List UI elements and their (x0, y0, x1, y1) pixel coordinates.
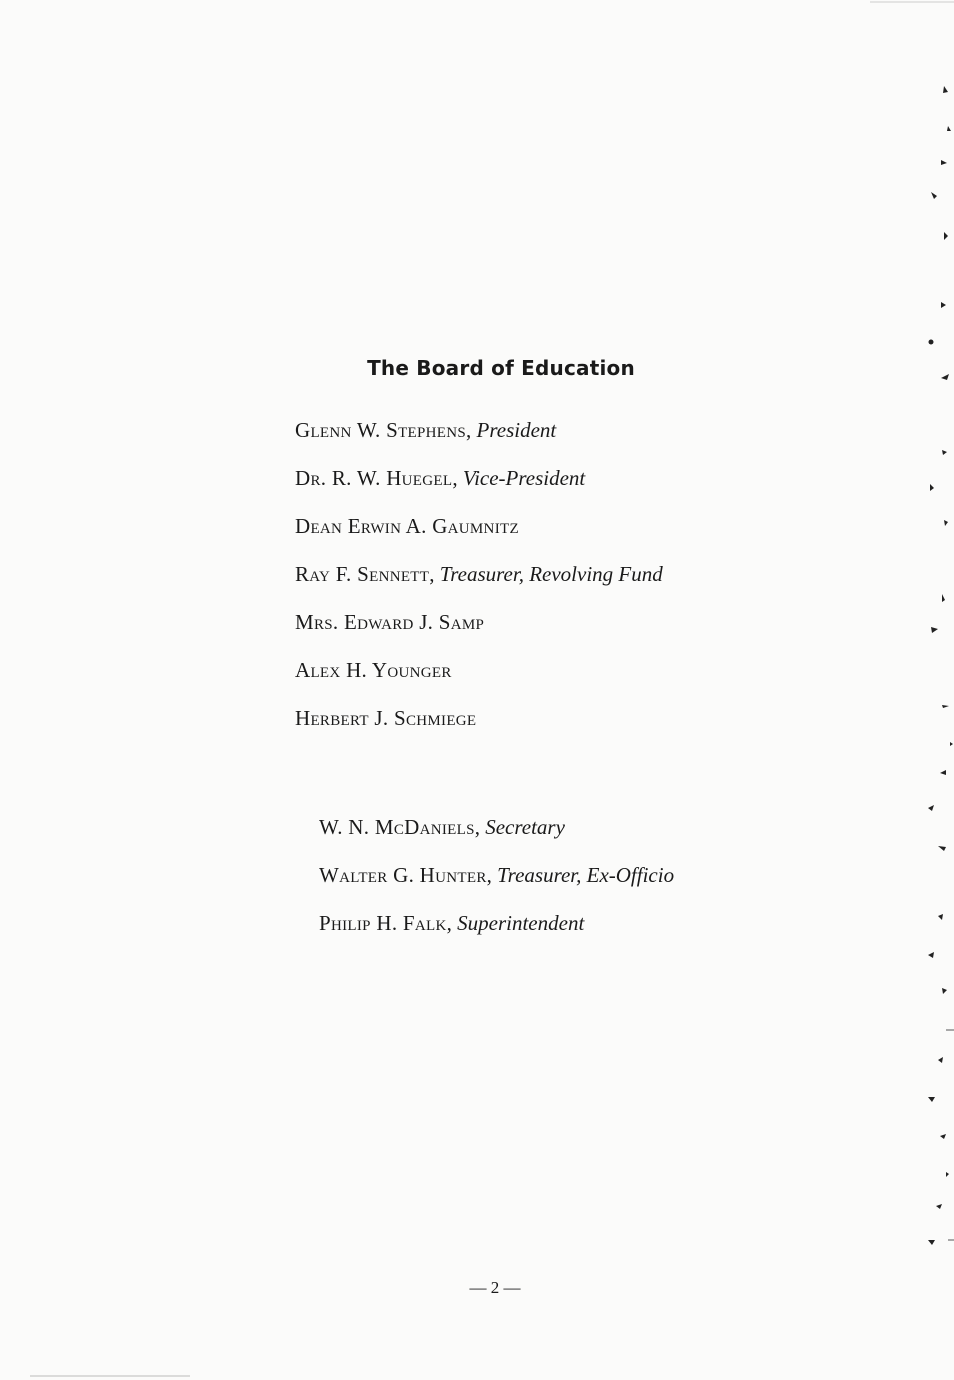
member-name: Herbert J. Schmiege (295, 706, 477, 730)
officer-name: W. N. McDaniels (319, 815, 475, 839)
officer-separator: , (486, 863, 498, 887)
member-separator: , (452, 466, 463, 490)
member-name: Dr. R. W. Huegel (295, 466, 453, 490)
member-name: Alex H. Younger (295, 658, 452, 682)
officer-role: Secretary (485, 815, 565, 839)
officer-role: Superintendent (457, 911, 585, 935)
officer-separator: , (474, 815, 486, 839)
page-heading: The Board of Education (367, 356, 635, 380)
officer-separator: , (446, 911, 458, 935)
member-role: Treasurer, Revolving Fund (439, 562, 663, 586)
member-role: President (476, 418, 557, 442)
member-name: Glenn W. Stephens (295, 418, 467, 442)
officer-name: Philip H. Falk (319, 911, 447, 935)
member-name: Dean Erwin A. Gaumnitz (295, 514, 519, 538)
member-separator: , (466, 418, 477, 442)
member-name: Mrs. Edward J. Samp (295, 610, 485, 634)
member-separator: , (429, 562, 440, 586)
officer-role: Treasurer, Ex-Officio (497, 863, 675, 887)
page-number: — 2 — (469, 1278, 521, 1297)
officer-name: Walter G. Hunter (319, 863, 487, 887)
member-name: Ray F. Sennett (295, 562, 430, 586)
member-role: Vice-President (462, 466, 586, 490)
